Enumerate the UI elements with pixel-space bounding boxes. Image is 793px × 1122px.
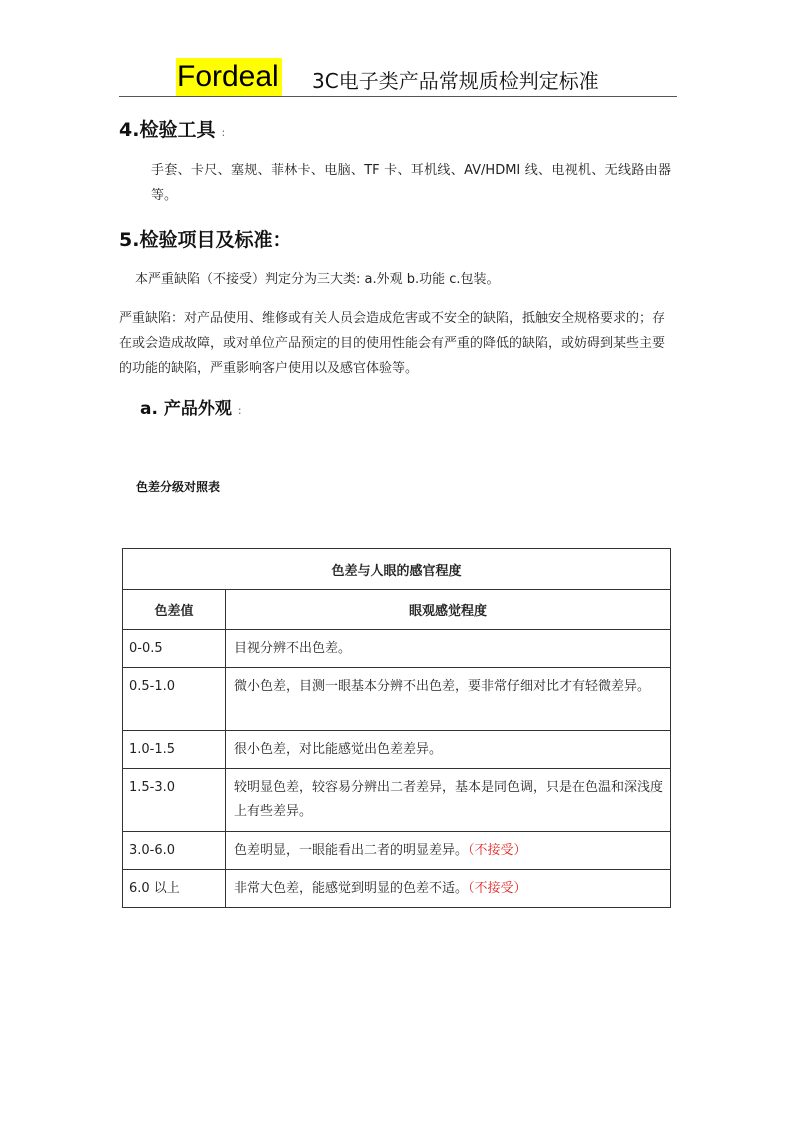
section-4-heading-text: 4.检验工具: [119, 119, 216, 141]
document-title: 3C电子类产品常规质检判定标准: [312, 69, 599, 93]
appearance-heading: [140, 396, 242, 424]
appearance-colon: :: [237, 404, 242, 417]
header-divider: [119, 96, 677, 97]
row-description: [226, 870, 671, 908]
section-5-heading: 5.检验项目及标准：: [119, 229, 292, 251]
row-value: 1.5-3.0: [123, 769, 226, 832]
section-4-heading: [119, 116, 225, 147]
row-description: [226, 769, 671, 832]
table-title: 色差与人眼的感官程度: [123, 549, 671, 590]
row-description-text: 微小色差，目测一眼基本分辨不出色差，要非常仔细对比才有轻微差异。: [234, 679, 651, 694]
row-value: 3.0-6.0: [123, 832, 226, 870]
brand-logo: Fordeal: [176, 58, 282, 96]
table-row: [123, 870, 671, 908]
row-description-text: 很小色差，对比能感觉出色差差异。: [234, 742, 443, 757]
row-description-text: 色差明显，一眼能看出二者的明显差异。: [234, 843, 469, 858]
section-4-colon: :: [221, 126, 226, 139]
table-row: [123, 668, 671, 731]
defect-categories-paragraph: 本严重缺陷（不接受）判定分为三大类: a.外观 b.功能 c.包装。: [135, 272, 500, 287]
critical-defect-paragraph: 严重缺陷：对产品使用、维修或有关人员会造成危害或不安全的缺陷，抵触安全规格要求的；存在或会造成故障，或对单位产品预定的目的使用性能会有严重的降低的缺陷，或妨碍到某些主要的功能的缺陷，严重影响客户使用以及感官体验等。: [119, 311, 666, 376]
row-reject-flag: （不接受）: [468, 843, 527, 858]
row-description: [226, 731, 671, 769]
row-description-text: 非常大色差，能感觉到明显的色差不适。: [234, 881, 469, 896]
row-reject-flag: （不接受）: [468, 881, 527, 896]
table-caption: 色差分级对照表: [136, 480, 221, 494]
row-value: 1.0-1.5: [123, 731, 226, 769]
row-description: [226, 668, 671, 731]
row-description-text: 目视分辨不出色差。: [234, 641, 352, 656]
header-perception: 眼观感觉程度: [226, 590, 671, 630]
row-description-text: 较明显色差，较容易分辨出二者差异，基本是同色调，只是在色温和深浅度上有些差异。: [234, 780, 664, 819]
appearance-heading-text: a. 产品外观: [140, 399, 232, 419]
row-description: [226, 630, 671, 668]
row-value: 0-0.5: [123, 630, 226, 668]
table-title-row: [123, 549, 671, 590]
table-row: [123, 832, 671, 870]
color-difference-table: [122, 548, 671, 908]
table-row: [123, 769, 671, 832]
row-value: 0.5-1.0: [123, 668, 226, 731]
row-value: 6.0 以上: [123, 870, 226, 908]
header-color-value: 色差值: [123, 590, 226, 630]
table-row: [123, 630, 671, 668]
table-header-row: [123, 590, 671, 630]
table-row: [123, 731, 671, 769]
row-description: [226, 832, 671, 870]
inspection-tools-text: 手套、卡尺、塞规、菲林卡、电脑、TF 卡、耳机线、AV/HDMI 线、电视机、无线路由器等。: [151, 163, 671, 203]
